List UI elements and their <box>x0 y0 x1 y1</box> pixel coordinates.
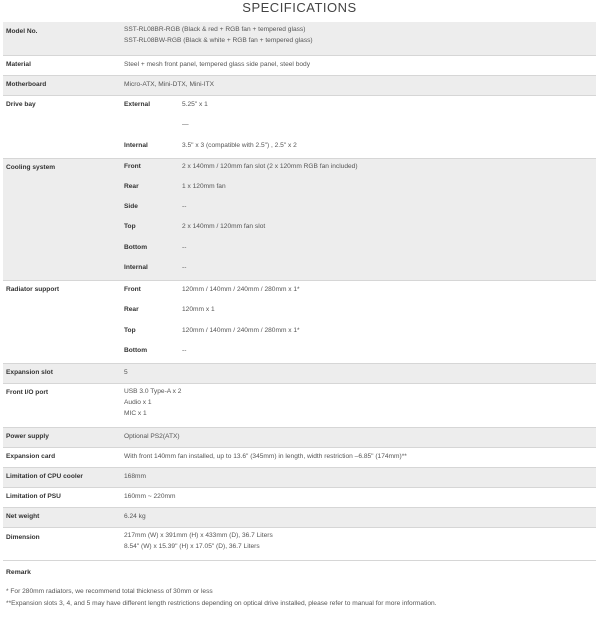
row-drive-bay <box>3 96 596 158</box>
row-motherboard <box>3 76 596 95</box>
front-io-value-1: USB 3.0 Type-A x 2 <box>124 388 182 395</box>
cooling-side-label: Side <box>124 203 138 210</box>
cooling-top-label: Top <box>124 223 136 230</box>
cooling-bottom-value: -- <box>182 244 187 251</box>
drive-bay-external-value: 5.25" x 1 <box>182 101 208 108</box>
row-label-radiator: Radiator support <box>6 286 60 293</box>
row-power-supply <box>3 428 596 447</box>
row-label-model: Model No. <box>6 28 38 35</box>
cpu-cooler-value: 168mm <box>124 473 146 480</box>
radiator-top-label: Top <box>124 327 136 334</box>
net-weight-value: 6.24 kg <box>124 513 146 520</box>
front-io-value-2: Audio x 1 <box>124 399 152 406</box>
power-supply-value: Optional PS2(ATX) <box>124 433 180 440</box>
cooling-front-label: Front <box>124 163 141 170</box>
row-psu <box>3 488 596 507</box>
drive-bay-internal-value: 3.5" x 3 (compatible with 2.5") , 2.5" x 2 <box>182 142 297 149</box>
row-label-expansion-card: Expansion card <box>6 453 56 460</box>
cooling-rear-label: Rear <box>124 183 139 190</box>
front-io-value-3: MIC x 1 <box>124 410 147 417</box>
page-title: SPECIFICATIONS <box>242 0 357 15</box>
remark-line-1: * For 280mm radiators, we recommend total thickness of 30mm or less <box>6 588 213 595</box>
row-label-cpu-cooler: Limitation of CPU cooler <box>6 473 83 480</box>
row-net-weight <box>3 508 596 527</box>
row-expansion-slot <box>3 364 596 383</box>
remark-title: Remark <box>6 569 31 576</box>
model-value-1: SST-RL08BR-RGB (Black & red + RGB fan + tempered glass) <box>124 26 306 33</box>
cooling-front-value: 2 x 140mm / 120mm fan slot (2 x 120mm RGB fan included) <box>182 163 358 170</box>
row-label-psu: Limitation of PSU <box>6 493 61 500</box>
dimension-value-1: 217mm (W) x 391mm (H) x 433mm (D), 36.7 Liters <box>124 532 273 539</box>
cooling-side-value: -- <box>182 203 187 210</box>
radiator-rear-label: Rear <box>124 306 139 313</box>
row-label-cooling: Cooling system <box>6 164 56 171</box>
material-value: Steel + mesh front panel, tempered glass side panel, steel body <box>124 61 311 68</box>
row-label-power-supply: Power supply <box>6 433 49 440</box>
row-label-motherboard: Motherboard <box>6 81 47 88</box>
row-label-dimension: Dimension <box>6 534 40 541</box>
drive-bay-external-value-2: — <box>182 121 189 128</box>
remark-line-2: **Expansion slots 3, 4, and 5 may have different length restrictions depending on optical drive installed, please refer to manual for more information. <box>6 600 437 607</box>
drive-bay-internal-label: Internal <box>124 142 148 149</box>
cooling-rear-value: 1 x 120mm fan <box>182 183 226 190</box>
row-radiator-support <box>3 281 596 363</box>
row-label-material: Material <box>6 61 31 68</box>
motherboard-value: Micro-ATX, Mini-DTX, Mini-ITX <box>124 81 214 88</box>
row-front-io <box>3 384 596 427</box>
radiator-bottom-value: -- <box>182 347 187 354</box>
expansion-slot-value: 5 <box>124 369 128 376</box>
row-material <box>3 56 596 75</box>
divider <box>3 560 596 561</box>
row-label-expansion-slot: Expansion slot <box>6 369 53 376</box>
cooling-internal-label: Internal <box>124 264 148 271</box>
cooling-bottom-label: Bottom <box>124 244 148 251</box>
cooling-top-value: 2 x 140mm / 120mm fan slot <box>182 223 266 230</box>
radiator-rear-value: 120mm x 1 <box>182 306 215 313</box>
row-cpu-cooler <box>3 468 596 487</box>
expansion-card-value: With front 140mm fan installed, up to 13.6" (345mm) in length, width restriction –6.85" (174mm)** <box>124 453 407 460</box>
row-label-net-weight: Net weight <box>6 513 40 520</box>
drive-bay-external-label: External <box>124 101 151 108</box>
radiator-bottom-label: Bottom <box>124 347 148 354</box>
radiator-top-value: 120mm / 140mm / 240mm / 280mm x 1* <box>182 327 300 334</box>
row-cooling-system <box>3 159 596 280</box>
model-value-2: SST-RL08BW-RGB (Black & white + RGB fan + tempered glass) <box>124 37 313 44</box>
dimension-value-2: 8.54" (W) x 15.39" (H) x 17.05" (D), 36.7 Liters <box>124 543 260 550</box>
radiator-front-value: 120mm / 140mm / 240mm / 280mm x 1* <box>182 286 300 293</box>
row-dimension <box>3 528 596 560</box>
radiator-front-label: Front <box>124 286 141 293</box>
psu-value: 160mm ~ 220mm <box>124 493 176 500</box>
row-model <box>3 22 596 55</box>
row-label-front-io: Front I/O port <box>6 389 49 396</box>
row-expansion-card <box>3 448 596 467</box>
row-label-drive-bay: Drive bay <box>6 101 36 108</box>
cooling-internal-value: -- <box>182 264 187 271</box>
